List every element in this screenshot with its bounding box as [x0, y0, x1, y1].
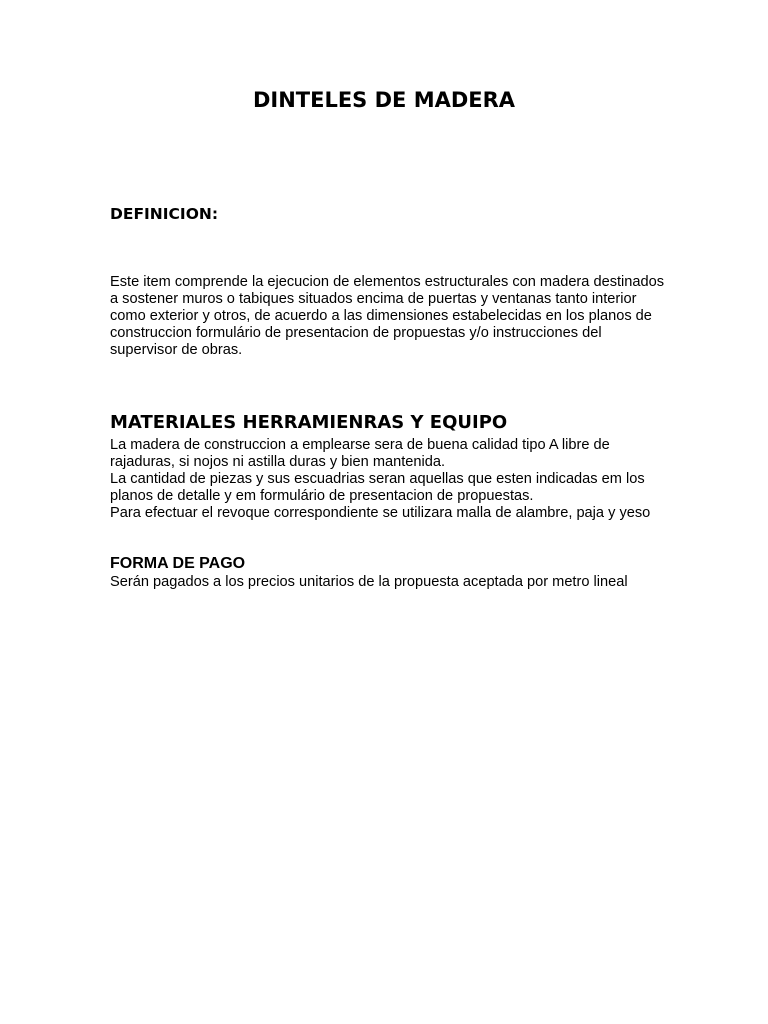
- definicion-heading: DEFINICION:: [110, 205, 219, 223]
- materiales-paragraph-madera: La madera de construccion a emplearse sera de buena calidad tipo A libre de rajaduras, si nojos ni astilla duras y bien mantenida.: [110, 437, 610, 470]
- materiales-heading: MATERIALES HERRAMIENRAS Y EQUIPO: [110, 412, 508, 433]
- materiales-paragraph-revoque: Para efectuar el revoque correspondiente se utilizara malla de alambre, paja y yeso: [110, 505, 651, 521]
- definicion-body: Este item comprende la ejecucion de elementos estructurales con madera destinados a sostener muros o tabiques situados encima de puertas y ventanas tanto interior como exterior y otros, de acuerdo a las dimensiones estabelecidas en los planos de construccion formulário de presentacion de propuestas y/o instrucciones del supervisor de obras.: [110, 274, 665, 358]
- materiales-body: [110, 437, 670, 522]
- forma-de-pago-heading: FORMA DE PAGO: [110, 555, 246, 572]
- document-title: DINTELES DE MADERA: [252, 88, 516, 112]
- materiales-paragraph-piezas: La cantidad de piezas y sus escuadrias seran aquellas que esten indicadas em los planos de detalle y em formulário de presentacion de propuestas.: [110, 471, 645, 504]
- forma-de-pago-body: Serán pagados a los precios unitarios de la propuesta aceptada por metro lineal: [110, 574, 628, 590]
